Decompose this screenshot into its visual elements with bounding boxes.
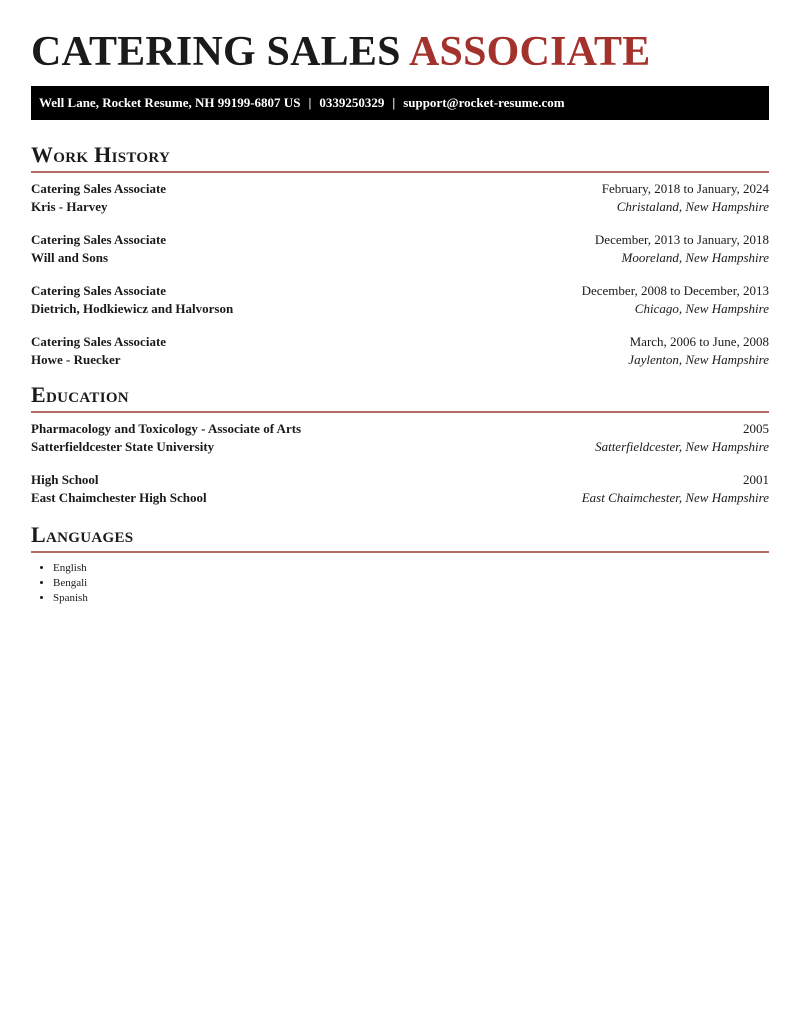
company-name: Howe - Ruecker — [31, 352, 121, 367]
degree-name: High School — [31, 472, 99, 487]
job-title: Catering Sales Associate — [31, 334, 167, 349]
language-item: • Spanish — [53, 591, 769, 606]
job-dates: December, 2013 to January, 2018 — [594, 232, 769, 247]
contact-bar — [31, 86, 769, 120]
work-entry — [31, 231, 769, 267]
work-history-heading: Work History — [31, 142, 769, 173]
contact-address: Well Lane, Rocket Resume, NH 99199-6807 US — [39, 95, 301, 110]
graduation-year: 2005 — [743, 421, 769, 436]
job-title: Catering Sales Associate — [31, 181, 167, 196]
school-name: Satterfieldcester State University — [31, 439, 215, 454]
job-dates: March, 2006 to June, 2008 — [629, 334, 769, 349]
job-title: Catering Sales Associate — [31, 232, 167, 247]
education-heading: Education — [31, 382, 769, 413]
contact-separator: | — [392, 95, 396, 110]
work-entry — [31, 333, 769, 369]
school-location: East Chaimchester, New Hampshire — [581, 490, 769, 505]
work-history-section — [31, 142, 769, 369]
languages-section — [31, 522, 769, 606]
degree-name: Pharmacology and Toxicology - Associate of Arts — [31, 421, 302, 436]
company-name: Will and Sons — [31, 250, 109, 265]
education-entry — [31, 420, 769, 456]
job-location: Christaland, New Hampshire — [616, 199, 769, 214]
title-main: CATERING SALES — [31, 29, 401, 75]
job-location: Mooreland, New Hampshire — [621, 250, 769, 265]
resume-page — [31, 0, 769, 606]
job-location: Chicago, New Hampshire — [634, 301, 769, 316]
contact-phone: 0339250329 — [319, 95, 385, 110]
company-name: Dietrich, Hodkiewicz and Halvorson — [31, 301, 234, 316]
education-entries — [31, 413, 769, 507]
work-entry — [31, 282, 769, 318]
languages-list — [31, 561, 769, 606]
education-entry — [31, 471, 769, 507]
job-title: Catering Sales Associate — [31, 283, 167, 298]
work-history-entries — [31, 173, 769, 369]
graduation-year: 2001 — [743, 472, 769, 487]
work-entry — [31, 180, 769, 216]
job-dates: December, 2008 to December, 2013 — [581, 283, 769, 298]
languages-heading: Languages — [31, 522, 769, 553]
page-title — [31, 0, 769, 77]
contact-email: support@rocket-resume.com — [403, 95, 565, 110]
contact-separator: | — [308, 95, 312, 110]
language-item: • English — [53, 561, 769, 576]
job-dates: February, 2018 to January, 2024 — [601, 181, 769, 196]
language-item: • Bengali — [53, 576, 769, 591]
company-name: Kris - Harvey — [31, 199, 108, 214]
title-accent: ASSOCIATE — [409, 29, 651, 75]
job-location: Jaylenton, New Hampshire — [628, 352, 769, 367]
education-section — [31, 382, 769, 507]
school-name: East Chaimchester High School — [31, 490, 207, 505]
school-location: Satterfieldcester, New Hampshire — [595, 439, 769, 454]
